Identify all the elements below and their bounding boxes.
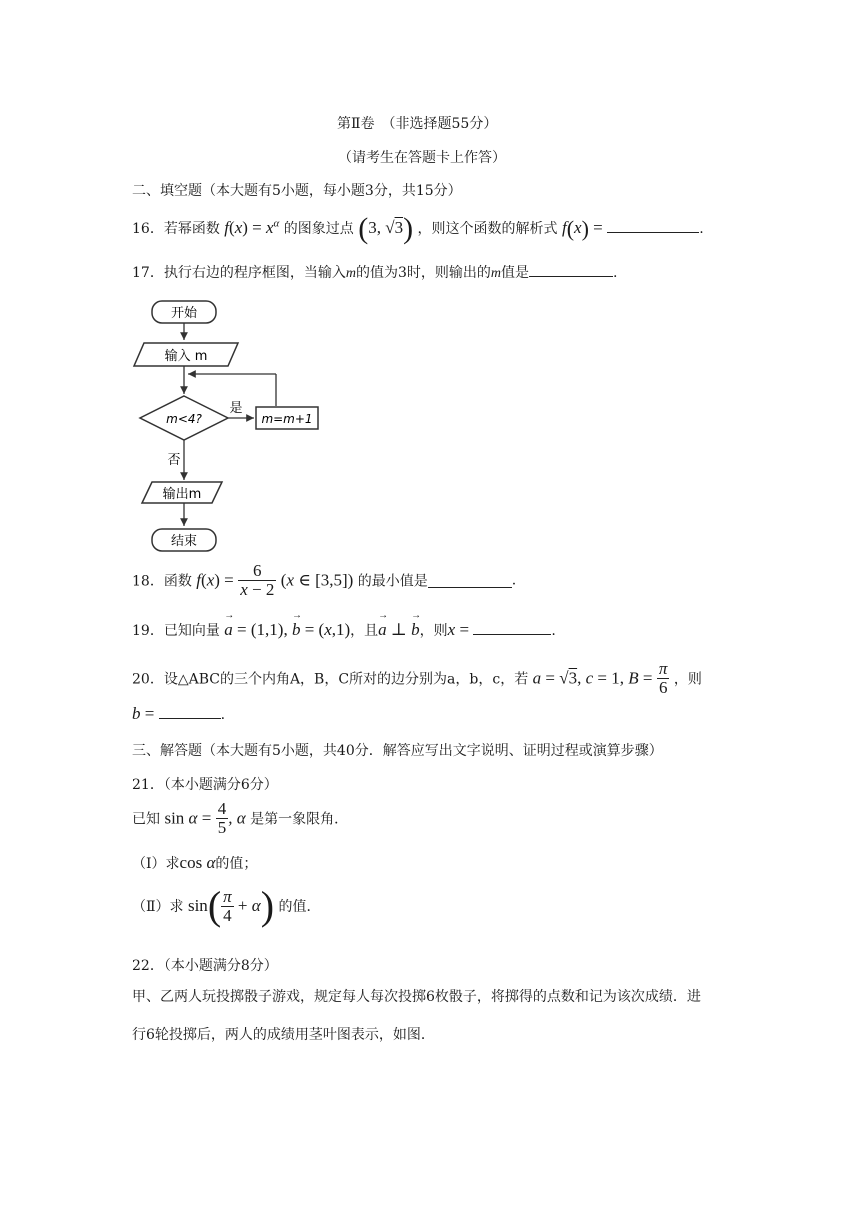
- q20-tail: ，则: [673, 671, 702, 688]
- q16-mid: 的图象过点: [283, 220, 354, 237]
- q20-prefix: 20．设△ABC的三个内角A，B，C所对的边分别为a，b，c，若: [132, 671, 529, 688]
- q18-fraction: $\frac{6}{x - 2}$: [240, 561, 275, 599]
- q17-answer-blank[interactable]: [529, 262, 613, 277]
- q16-prefix: 16．若幂函数: [132, 220, 220, 237]
- q17-prefix: 17．执行右边的程序框图，当输入: [132, 265, 346, 281]
- q21-given-prefix: 已知: [132, 811, 160, 828]
- q21-part1-prefix: （Ⅰ）求: [132, 856, 180, 872]
- question-21-part2: （Ⅱ）求 sin( $\frac{\pi}{4}$ + α) 的值．: [132, 883, 321, 928]
- question-18: 18．函数 f(x) = $\frac{6}{x - 2}$ (x ∈ [3,5]) 的最小值是 .: [132, 561, 517, 599]
- question-22-head: 22．（本小题满分8分）: [132, 958, 278, 974]
- flowchart-end-label: 结束: [170, 534, 198, 549]
- q16-function: $f(x) = x^\alpha$: [224, 217, 280, 237]
- question-21-part1: （Ⅰ）求cos α的值；: [132, 853, 258, 872]
- q16-tail: ，则这个函数的解析式: [417, 220, 558, 237]
- q16-answer-blank[interactable]: [607, 218, 699, 233]
- q21-given-suffix: 是第一象限角．: [250, 811, 349, 828]
- question-22-line2: 行6轮投掷后，两人的成绩用茎叶图表示，如图．: [132, 1027, 435, 1043]
- flowchart-no-label: 否: [167, 453, 181, 468]
- flowchart-yes-label: 是: [229, 401, 243, 416]
- question-20-answer: b = .: [132, 704, 226, 723]
- flowchart-output-label: 输出m: [162, 487, 202, 502]
- section-heading-fill-in: 二、填空题（本大题有5小题，每小题3分，共15分）: [132, 183, 462, 199]
- q16-answer-expr: f(x) =: [561, 216, 603, 241]
- flowchart: [130, 296, 330, 558]
- q21-fraction: $\frac{4}{5}$: [217, 799, 227, 837]
- section-heading-answer: 三、解答题（本大题有5小题，共40分．解答应写出文字说明、证明过程或演算步骤）: [132, 743, 663, 759]
- q20-fraction: $\frac{\pi}{6}$: [658, 659, 668, 697]
- q19-answer-blank[interactable]: [473, 620, 551, 635]
- q21-part2-prefix: （Ⅱ）求: [132, 899, 184, 915]
- q19-mid2: ，则: [419, 623, 448, 639]
- q18-answer-blank[interactable]: [428, 573, 512, 588]
- q21-part2-suffix: 的值．: [278, 899, 321, 915]
- q17-tail: 值是: [501, 265, 529, 281]
- flowchart-decision-label: m<4?: [166, 412, 202, 426]
- q21-part1-suffix: 的值；: [215, 856, 258, 872]
- question-22-line1: 甲、乙两人玩投掷骰子游戏，规定每人每次投掷6枚骰子，将掷得的点数和记为该次成绩．进: [132, 989, 701, 1005]
- q17-mid: 的值为3时，则输出的: [355, 265, 491, 281]
- q19-mid: ，且: [350, 623, 379, 639]
- flowchart-input-label: 输入 m: [164, 349, 208, 364]
- q19-prefix: 19．已知向量: [132, 623, 220, 639]
- q18-prefix: 18．函数: [132, 573, 192, 590]
- question-21-head: 21．（本小题满分6分）: [132, 777, 278, 793]
- flowchart-process-label: m=m+1: [261, 412, 313, 426]
- q21-part2-fraction: $\frac{\pi}{4}$: [223, 886, 232, 925]
- q18-tail: 的最小值是: [357, 573, 428, 590]
- flowchart-start-label: 开始: [170, 306, 198, 321]
- page-subtitle: （请考生在答题卡上作答）: [338, 150, 506, 166]
- question-20: 20．设△ABC的三个内角A，B，C所对的边分别为a，b，c，若 a = √3, c = 1, B = $\frac{\pi}{6}$ ，则: [132, 659, 702, 697]
- q16-point: (3, √3): [358, 212, 414, 245]
- question-17: 17．执行右边的程序框图，当输入m的值为3时，则输出的m值是 .: [132, 262, 617, 282]
- question-16: 16．若幂函数 $f(x) = x^\alpha$ 的图象过点 (3, √3) ，则这个函数的解析式 f(x) = .: [132, 212, 704, 245]
- question-19: 19．已知向量 → a = (1,1), → b = (x,1)，且→ a ⊥ → b，则x = .: [132, 620, 556, 640]
- question-21-given: 已知 sin α = $\frac{4}{5}$ , α 是第一象限角．: [132, 799, 349, 837]
- page-title: 第Ⅱ卷 （非选择题55分）: [337, 116, 498, 132]
- q20-answer-blank[interactable]: [159, 704, 221, 719]
